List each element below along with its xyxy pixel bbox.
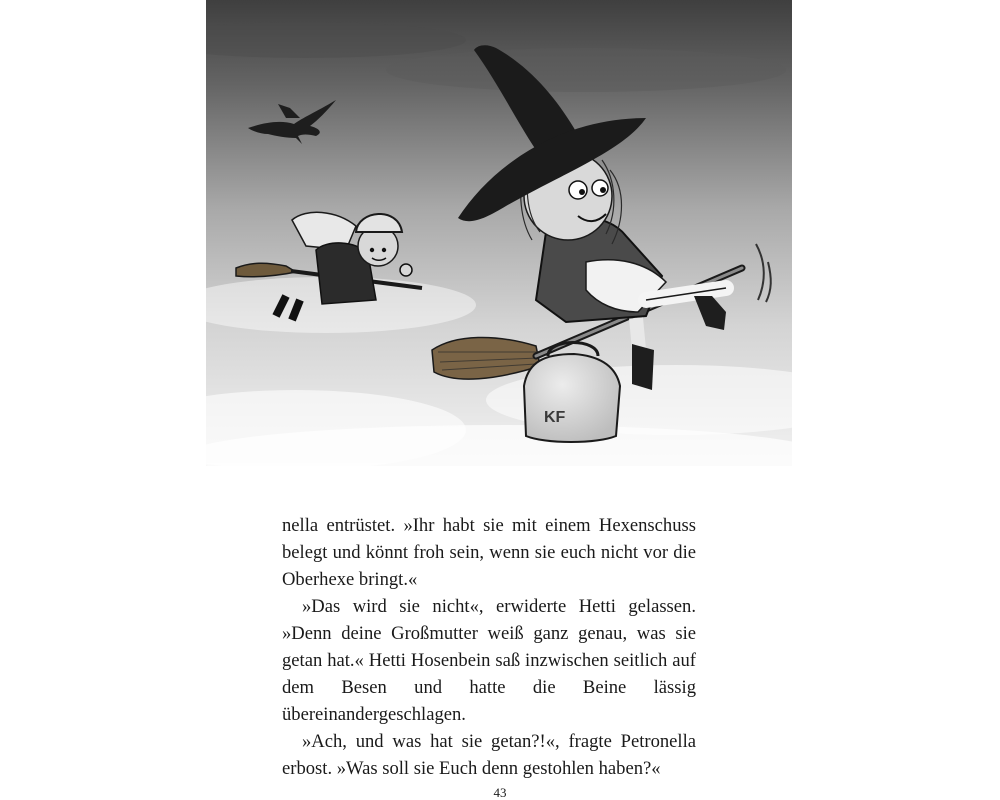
bag-monogram: KF — [544, 409, 566, 426]
paragraph-2: »Das wird sie nicht«, erwiderte Hetti gelassen. »Denn deine Großmutter weiß ganz genau, was sie getan hat.« Hetti Hosenbein saß inzwischen seitlich auf dem Besen und hatte die Beine lässig übereinandergeschlagen. — [282, 596, 696, 725]
illustration — [206, 0, 792, 466]
body-text — [282, 512, 696, 782]
page-number: 43 — [493, 785, 507, 800]
paragraph-3: »Ach, und was hat sie getan?!«, fragte Petronella erbost. »Was soll sie Euch denn gestohlen haben?« — [282, 731, 696, 779]
paragraph-1: nella entrüstet. »Ihr habt sie mit einem Hexenschuss belegt und könnt froh sein, wenn sie euch nicht vor die Oberhexe bringt.« — [282, 515, 696, 590]
